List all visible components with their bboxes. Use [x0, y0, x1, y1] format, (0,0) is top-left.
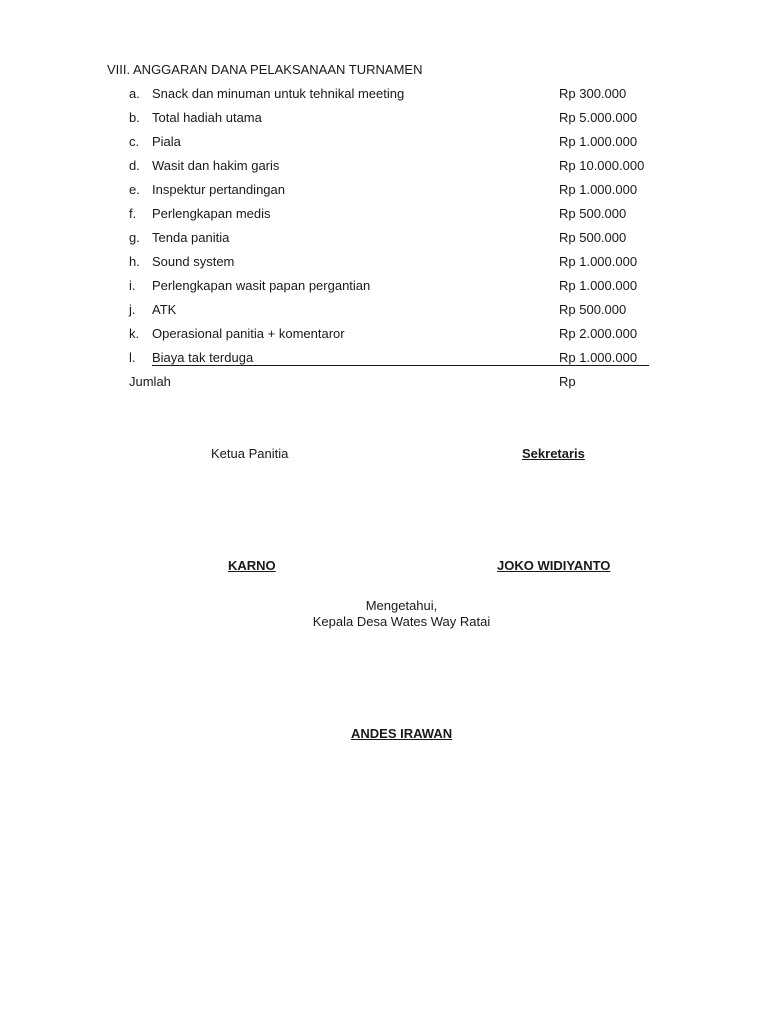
- item-amount: Rp 1.000.000: [559, 350, 638, 365]
- item-letter: f.: [129, 206, 137, 221]
- item-description: Perlengkapan medis: [152, 206, 271, 221]
- budget-item-i: [0, 278, 768, 296]
- budget-item-b: [0, 110, 768, 128]
- item-letter: i.: [129, 278, 136, 293]
- item-letter: g.: [129, 230, 140, 245]
- secretary-name: JOKO WIDIYANTO: [497, 558, 611, 573]
- chair-title: Ketua Panitia: [211, 446, 289, 461]
- secretary-title: Sekretaris: [522, 446, 585, 461]
- item-letter: a.: [129, 86, 140, 101]
- total-amount: Rp: [559, 374, 576, 389]
- item-amount: Rp 1.000.000: [559, 278, 638, 293]
- item-description: Sound system: [152, 254, 235, 269]
- acknowledged-label: Mengetahui,: [365, 598, 438, 613]
- item-description: Operasional panitia + komentaror: [152, 326, 345, 341]
- item-description: Total hadiah utama: [152, 110, 262, 125]
- budget-item-e: [0, 182, 768, 200]
- item-amount: Rp 1.000.000: [559, 182, 638, 197]
- section-heading: VIII. ANGGARAN DANA PELAKSANAAN TURNAMEN: [107, 62, 423, 77]
- item-amount: Rp 2.000.000: [559, 326, 638, 341]
- item-description: Inspektur pertandingan: [152, 182, 285, 197]
- budget-item-f: [0, 206, 768, 224]
- item-letter: j.: [129, 302, 136, 317]
- item-letter: e.: [129, 182, 140, 197]
- item-description: Perlengkapan wasit papan pergantian: [152, 278, 371, 293]
- item-description: ATK: [152, 302, 177, 317]
- budget-item-d: [0, 158, 768, 176]
- budget-item-k: [0, 326, 768, 344]
- item-letter: d.: [129, 158, 140, 173]
- item-amount: Rp 10.000.000: [559, 158, 645, 173]
- item-description: Piala: [152, 134, 181, 149]
- total-label: Jumlah: [129, 374, 171, 389]
- item-letter: h.: [129, 254, 140, 269]
- item-description: Snack dan minuman untuk tehnikal meeting: [152, 86, 405, 101]
- item-amount: Rp 1.000.000: [559, 134, 638, 149]
- item-amount: Rp 300.000: [559, 86, 627, 101]
- budget-item-a: [0, 86, 768, 104]
- item-amount: Rp 5.000.000: [559, 110, 638, 125]
- item-letter: b.: [129, 110, 140, 125]
- item-amount: Rp 500.000: [559, 230, 627, 245]
- village-head-title: Kepala Desa Wates Way Ratai: [312, 614, 491, 629]
- item-amount: Rp 500.000: [559, 302, 627, 317]
- item-amount: Rp 1.000.000: [559, 254, 638, 269]
- item-letter: c.: [129, 134, 140, 149]
- chair-name: KARNO: [228, 558, 276, 573]
- budget-item-h: [0, 254, 768, 272]
- budget-item-j: [0, 302, 768, 320]
- budget-total-row: [0, 374, 768, 392]
- item-description: Tenda panitia: [152, 230, 230, 245]
- sum-divider-line: [152, 365, 649, 366]
- village-head-name: ANDES IRAWAN: [351, 726, 453, 741]
- budget-item-g: [0, 230, 768, 248]
- item-letter: k.: [129, 326, 140, 341]
- budget-item-c: [0, 134, 768, 152]
- item-description: Biaya tak terduga: [152, 350, 254, 365]
- item-letter: l.: [129, 350, 136, 365]
- item-amount: Rp 500.000: [559, 206, 627, 221]
- item-description: Wasit dan hakim garis: [152, 158, 280, 173]
